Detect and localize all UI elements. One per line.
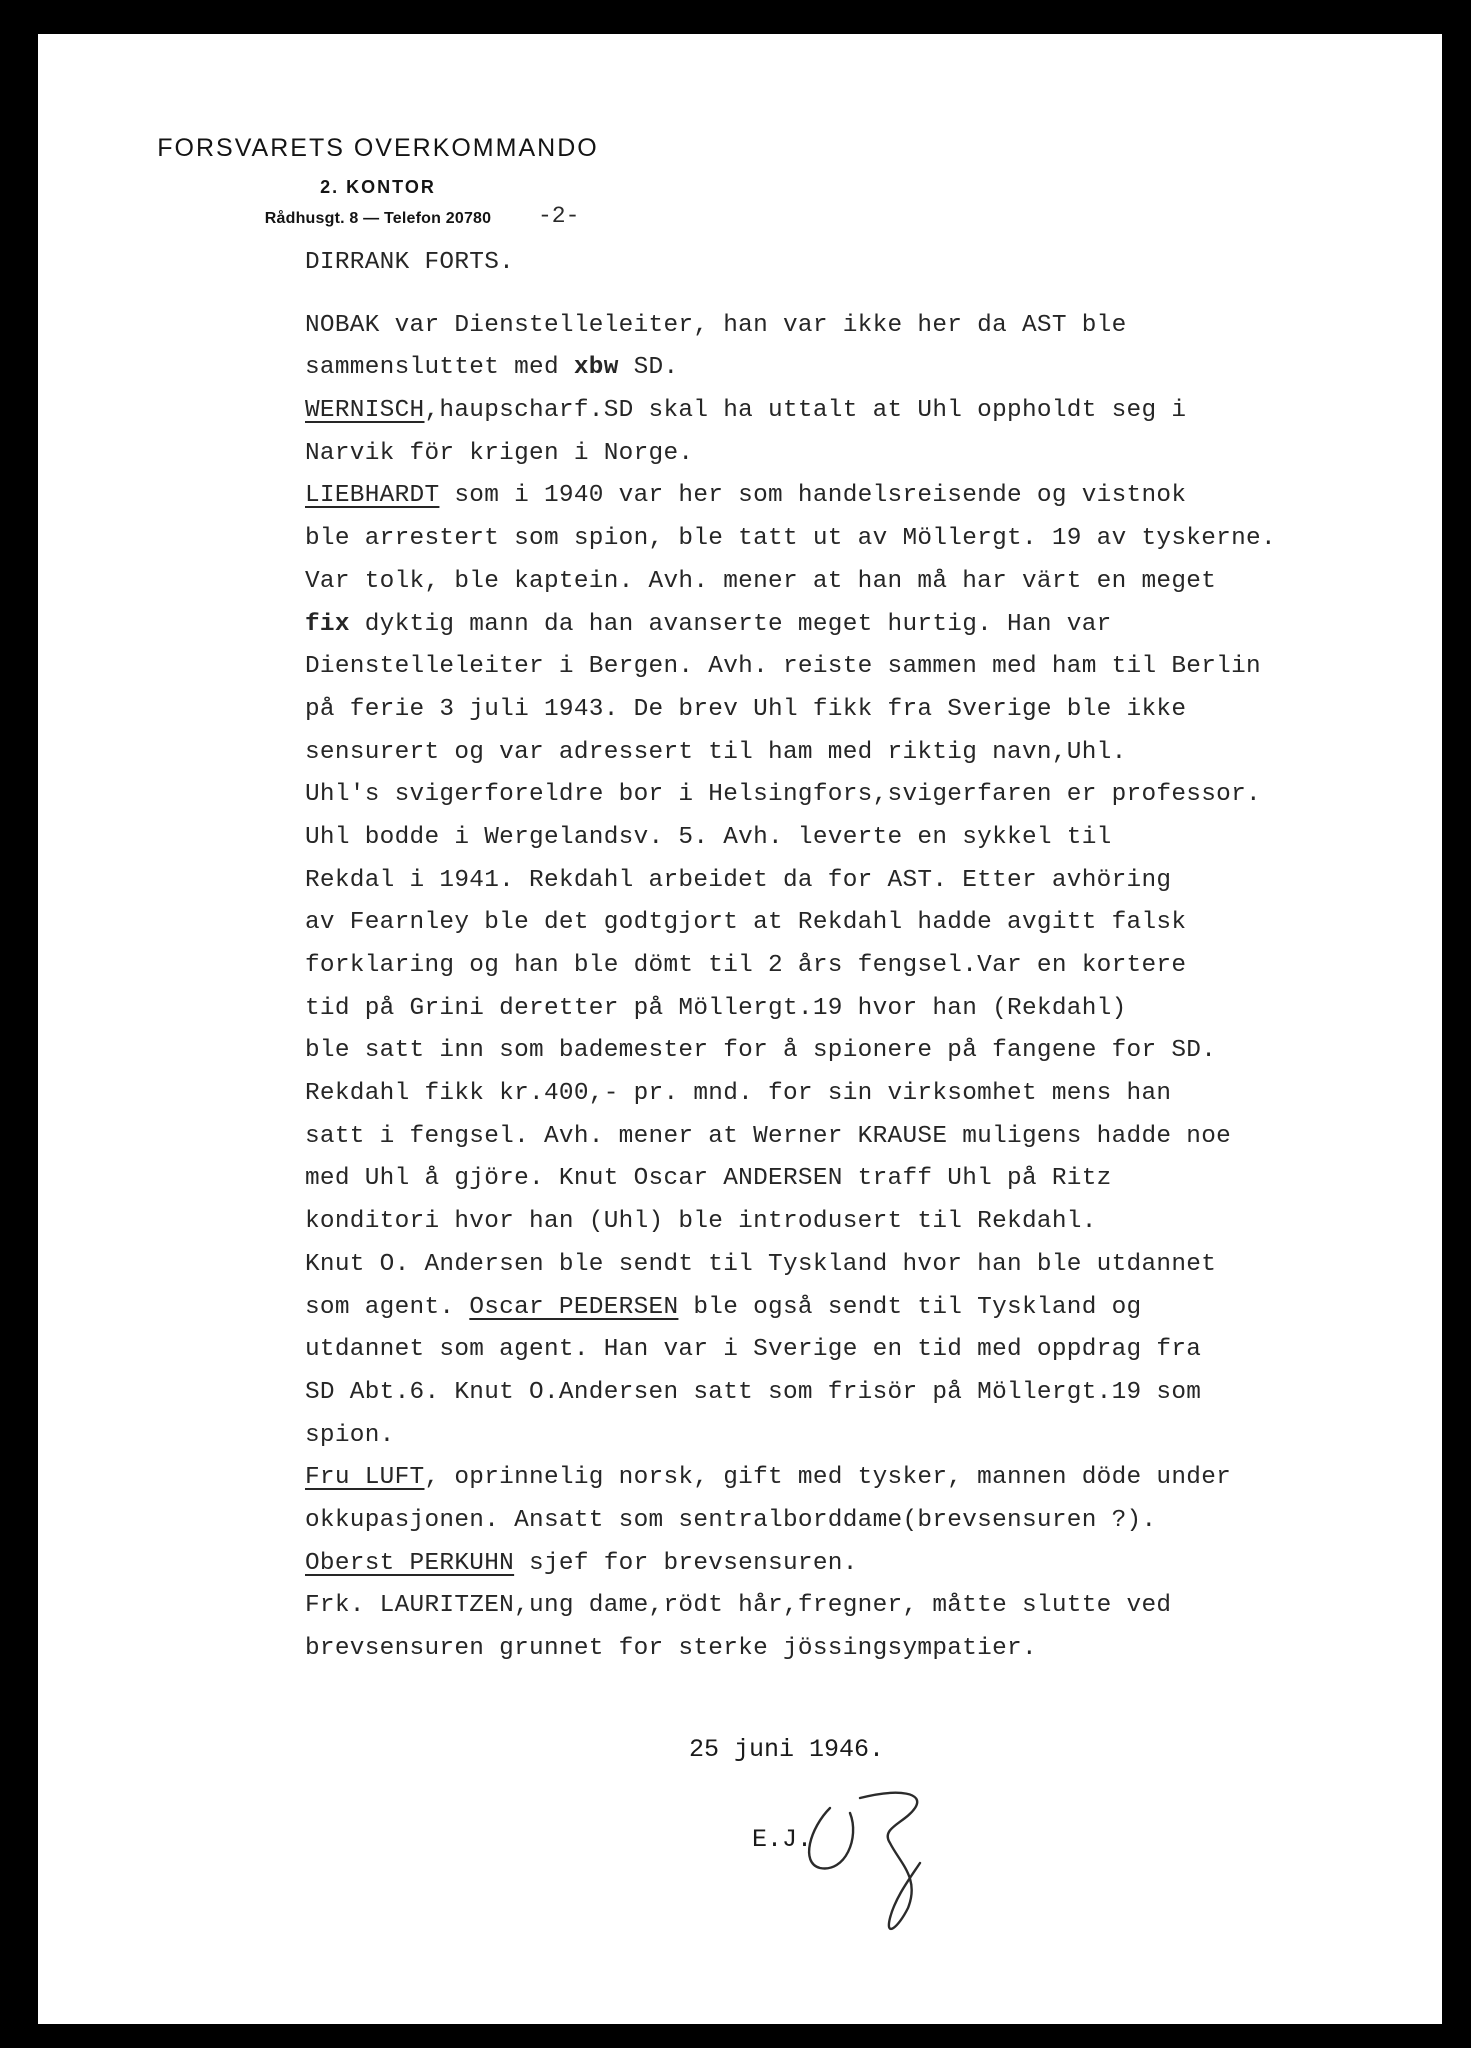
body-line <box>305 1287 1415 1330</box>
body-line <box>305 305 1415 348</box>
body-line <box>305 1244 1415 1287</box>
text-run: , oprinnelig norsk, gift med tysker, mannen döde under <box>424 1464 1232 1492</box>
text-run: på ferie 3 juli 1943. De brev Uhl fikk fra Sverige ble ikke <box>305 695 1187 723</box>
body-line <box>305 1628 1415 1671</box>
letter-body <box>305 242 1415 1671</box>
body-line <box>305 390 1415 433</box>
text-run: SD. <box>618 354 679 382</box>
body-line <box>305 475 1415 518</box>
handwritten-signature <box>790 1768 940 1943</box>
text-run: Rekdahl fikk kr.400,- pr. mnd. for sin virksomhet mens han <box>305 1080 1172 1108</box>
text-run: ,haupscharf.SD skal ha uttalt at Uhl oppholdt seg i <box>424 397 1187 425</box>
body-line <box>305 945 1415 988</box>
text-run: med Uhl å gjöre. Knut Oscar ANDERSEN traff Uhl på Ritz <box>305 1165 1112 1193</box>
letterhead-organization: FORSVARETS OVERKOMMANDO <box>157 134 599 162</box>
text-run: konditori hvor han (Uhl) ble introdusert til Rekdahl. <box>305 1208 1097 1236</box>
text-run: Uhl bodde i Wergelandsv. 5. Avh. leverte en sykkel til <box>305 823 1112 851</box>
text-run: sammensluttet med <box>305 354 574 382</box>
text-run: Rekdal i 1941. Rekdahl arbeidet da for AST. Etter avhöring <box>305 866 1172 894</box>
body-line <box>305 902 1415 945</box>
text-run: Frk. LAURITZEN,ung dame,rödt hår,fregner, måtte slutte ved <box>305 1592 1172 1620</box>
body-line <box>305 518 1415 561</box>
text-run: forklaring og han ble dömt til 2 års fengsel.Var en kortere <box>305 952 1187 979</box>
text-run: dyktig mann da han avanserte meget hurtig. Han var <box>349 610 1112 638</box>
body-line <box>305 433 1415 476</box>
letterhead-address: Rådhusgt. 8 — Telefon 20780 <box>264 210 492 227</box>
body-line <box>305 988 1415 1031</box>
body-line <box>305 1372 1415 1415</box>
body-line <box>305 604 1415 647</box>
text-run: som i 1940 var her som handelsreisende og vistnok <box>439 482 1187 510</box>
body-line <box>305 1329 1415 1372</box>
author-initials: E.J. <box>752 1825 813 1854</box>
body-line <box>305 1585 1415 1628</box>
underlined-name: Oberst PERKUHN <box>305 1549 515 1577</box>
text-run: spion. <box>305 1421 395 1449</box>
text-run: som agent. <box>305 1293 470 1321</box>
body-line <box>305 646 1415 689</box>
body-line <box>305 1500 1415 1543</box>
text-run: brevsensuren grunnet for sterke jössingsympatier. <box>305 1635 1037 1662</box>
text-run: satt i fengsel. Avh. mener at Werner KRAUSE muligens hadde noe <box>305 1122 1232 1150</box>
underlined-name: LIEBHARDT <box>305 482 440 510</box>
body-line <box>305 860 1415 903</box>
body-line <box>305 689 1415 732</box>
text-run: tid på Grini deretter på Möllergt.19 hvor han (Rekdahl) <box>305 994 1127 1022</box>
text-run: utdannet som agent. Han var i Sverige en tid med oppdrag fra <box>305 1336 1202 1364</box>
text-run: Dienstelleleiter i Bergen. Avh. reiste sammen med ham til Berlin <box>305 653 1261 681</box>
document-heading: DIRRANK FORTS. <box>305 249 515 276</box>
body-line <box>305 1201 1415 1244</box>
text-run: sensurert og var adressert til ham med riktig navn,Uhl. <box>305 738 1127 766</box>
body-line <box>305 817 1415 860</box>
page-number: -2- <box>538 203 580 229</box>
text-run: sjef for brevsensuren. <box>514 1549 858 1577</box>
body-line <box>305 1457 1415 1500</box>
text-run: NOBAK var Dienstelleleiter, han var ikke her da AST ble <box>305 311 1127 339</box>
body-line <box>305 1415 1415 1458</box>
text-run: SD Abt.6. Knut O.Andersen satt som frisör på Möllergt.19 som <box>305 1378 1202 1406</box>
text-run: ble satt inn som bademester for å spionere på fangene for SD. <box>305 1037 1217 1065</box>
struck-out-text: xbw <box>573 354 619 382</box>
underlined-name: Oscar PEDERSEN <box>469 1293 679 1321</box>
body-line <box>305 1543 1415 1586</box>
text-run: Narvik för krigen i Norge. <box>305 439 694 467</box>
text-run: Uhl's svigerforeldre bor i Helsingfors,svigerfaren er professor. <box>305 781 1261 809</box>
text-run: av Fearnley ble det godtgjort at Rekdahl hadde avgitt falsk <box>305 909 1187 937</box>
text-run: ble arrestert som spion, ble tatt ut av Möllergt. 19 av tyskerne. <box>305 525 1276 553</box>
underlined-name: WERNISCH <box>305 397 425 425</box>
body-line <box>305 347 1415 390</box>
body-line <box>305 1158 1415 1201</box>
letter-date: 25 juni 1946. <box>689 1735 885 1764</box>
body-line <box>305 774 1415 817</box>
text-run: okkupasjonen. Ansatt som sentralborddame(brevsensuren ?). <box>305 1506 1157 1534</box>
underlined-name: Fru LUFT <box>305 1464 425 1492</box>
text-run: ble også sendt til Tyskland og <box>678 1293 1142 1321</box>
text-run: Knut O. Andersen ble sendt til Tyskland hvor han ble utdannet <box>305 1250 1217 1278</box>
body-line <box>305 561 1415 604</box>
struck-out-text: fix <box>305 610 350 638</box>
text-run: Var tolk, ble kaptein. Avh. mener at han må har värt en meget <box>305 567 1217 595</box>
body-line <box>305 1030 1415 1073</box>
body-line <box>305 732 1415 775</box>
letterhead-office: 2. KONTOR <box>320 177 436 197</box>
body-line <box>305 1073 1415 1116</box>
body-line <box>305 1116 1415 1159</box>
